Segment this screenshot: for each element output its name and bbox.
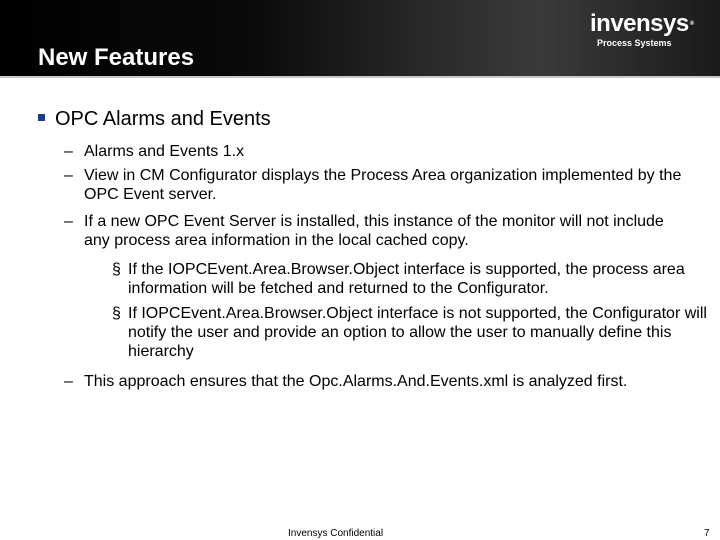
invensys-logo — [590, 10, 694, 48]
header-divider — [0, 76, 720, 78]
page-number: 7 — [704, 528, 710, 539]
list-item-text: Alarms and Events 1.x — [84, 143, 245, 160]
slide-title: New Features — [38, 44, 195, 71]
sub-list-item-text: If the IOPCEvent.Area.Browser.Object interface is supported, the process area information will be fetched and returned to the Configurator. — [128, 261, 685, 297]
sub-bullet-marker: § — [112, 305, 121, 322]
sub-bullet-marker: § — [112, 261, 121, 278]
dash-marker: – — [64, 213, 73, 230]
list-item-text: View in CM Configurator displays the Process Area organization implemented by the OPC Event server. — [84, 167, 682, 203]
footer-confidential: Invensys Confidential — [288, 528, 384, 539]
main-bullet — [38, 108, 271, 131]
dash-marker: – — [64, 143, 73, 160]
logo-word: invensys — [590, 10, 689, 37]
dash-marker: – — [64, 167, 73, 184]
logo-registered: ® — [689, 21, 694, 27]
logo-subtitle: Process Systems — [597, 38, 672, 48]
logo-wordmark — [590, 10, 694, 38]
sub-list-item-text: If IOPCEvent.Area.Browser.Object interface is not supported, the Configurator will notify the user and provide an option to allow the user to manually define this hierarchy — [128, 305, 707, 360]
square-bullet-icon — [38, 114, 45, 121]
list-item-text: If a new OPC Event Server is installed, this instance of the monitor will not include any process area information in the local cached copy. — [84, 213, 664, 249]
dash-marker: – — [64, 373, 73, 390]
main-bullet-text: OPC Alarms and Events — [55, 108, 271, 130]
list-item-text: This approach ensures that the Opc.Alarms.And.Events.xml is analyzed first. — [84, 373, 628, 390]
